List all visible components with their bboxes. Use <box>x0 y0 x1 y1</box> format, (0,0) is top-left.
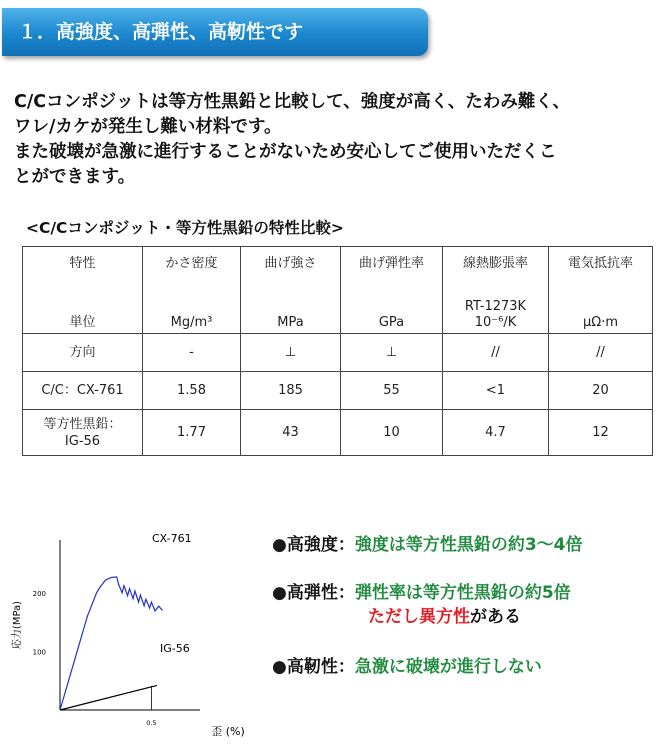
table-row <box>23 410 653 456</box>
header-name: 曲げ強さ <box>264 256 317 271</box>
series-label-ig56: IG-56 <box>160 642 190 655</box>
intro-line-1: C/Cコンポジットは等方性黒鉛と比較して、強度が高く、たわみ難く、 <box>14 92 571 112</box>
header-cell <box>443 247 549 334</box>
intro-line-3: また破壊が急激に進行することがないため安心してご使用いただくこ <box>14 142 557 162</box>
header-name: 特性 <box>69 256 96 271</box>
header-unit: Mg/m³ <box>170 315 213 330</box>
table-cell: // <box>549 334 653 372</box>
bullet-dot-icon: ● <box>272 535 287 555</box>
table-cell: // <box>443 334 549 372</box>
section-title: １．高強度、高弾性、高靭性です <box>18 21 304 43</box>
table-cell: ⊥ <box>341 334 443 372</box>
bullet-dot-icon: ● <box>272 657 287 677</box>
table-cell: 20 <box>549 372 653 410</box>
table-cell: 10 <box>341 410 443 456</box>
header-name: かさ密度 <box>165 256 218 271</box>
y-axis-label: 応力(MPa) <box>12 600 23 650</box>
intro-paragraph <box>14 90 659 190</box>
intro-line-4: とができます。 <box>14 167 136 187</box>
header-unit: 単位 <box>69 315 96 330</box>
table-header-row <box>23 247 653 334</box>
table-cell: 185 <box>241 372 341 410</box>
table-cell: ⊥ <box>241 334 341 372</box>
table-title: <C/Cコンポジット・等方性黒鉛の特性比較> <box>26 219 344 237</box>
feature-label: 高靭性： <box>286 657 355 677</box>
feature-text: 弾性率は等方性黒鉛の約5倍 <box>354 583 571 603</box>
table-cell: 12 <box>549 410 653 456</box>
y-tick-label-100: 100 <box>32 648 46 657</box>
feature-note-red: ただし異方性 <box>368 607 470 627</box>
feature-label: 高弾性： <box>286 583 355 603</box>
y-tick-label-200: 200 <box>32 589 46 598</box>
feature-label: 高強度： <box>286 535 355 555</box>
header-name: 曲げ弾性率 <box>358 256 424 271</box>
header-unit: MPa <box>277 315 304 330</box>
series-line-cx761 <box>60 577 162 710</box>
feature-elasticity-note <box>368 602 521 627</box>
stress-strain-chart <box>0 520 245 756</box>
table-cell: 方向 <box>23 334 143 372</box>
table-cell: 1.77 <box>143 410 241 456</box>
feature-note-tail: がある <box>470 607 521 627</box>
header-unit: GPa <box>378 315 405 330</box>
header-cell <box>241 247 341 334</box>
table-cell: <1 <box>443 372 549 410</box>
header-unit: μΩ·m <box>582 315 618 330</box>
header-name: 電気抵抗率 <box>567 256 633 271</box>
header-name: 線熱膨張率 <box>462 256 528 271</box>
x-axis-label: 歪 (%) <box>211 725 245 738</box>
table-row <box>23 372 653 410</box>
header-cell <box>23 247 143 334</box>
table-cell: C/C：CX-761 <box>23 372 143 410</box>
table-cell: 1.58 <box>143 372 241 410</box>
table-cell: - <box>143 334 241 372</box>
table-row <box>23 334 653 372</box>
table-cell: 等方性黒鉛： IG-56 <box>23 410 143 456</box>
bullet-dot-icon: ● <box>272 583 287 603</box>
header-cell <box>549 247 653 334</box>
feature-elasticity <box>272 578 571 603</box>
intro-line-2: ワレ/カケが発生し難い材料です。 <box>14 117 282 137</box>
table-cell: 43 <box>241 410 341 456</box>
property-comparison-table <box>22 246 653 456</box>
table-cell: 4.7 <box>443 410 549 456</box>
x-tick-label-0.5: 0.5 <box>146 719 157 727</box>
header-cell <box>341 247 443 334</box>
feature-text: 強度は等方性黒鉛の約3～4倍 <box>354 535 583 555</box>
table-cell: 55 <box>341 372 443 410</box>
series-line-ig56 <box>60 685 157 710</box>
feature-text: 急激に破壊が進行しない <box>354 657 542 677</box>
header-cell <box>143 247 241 334</box>
series-label-cx761: CX-761 <box>152 532 192 545</box>
feature-strength <box>272 530 583 555</box>
header-unit: RT-1273K 10⁻⁶/K <box>464 299 527 330</box>
feature-toughness <box>272 652 542 677</box>
section-banner <box>2 8 428 56</box>
